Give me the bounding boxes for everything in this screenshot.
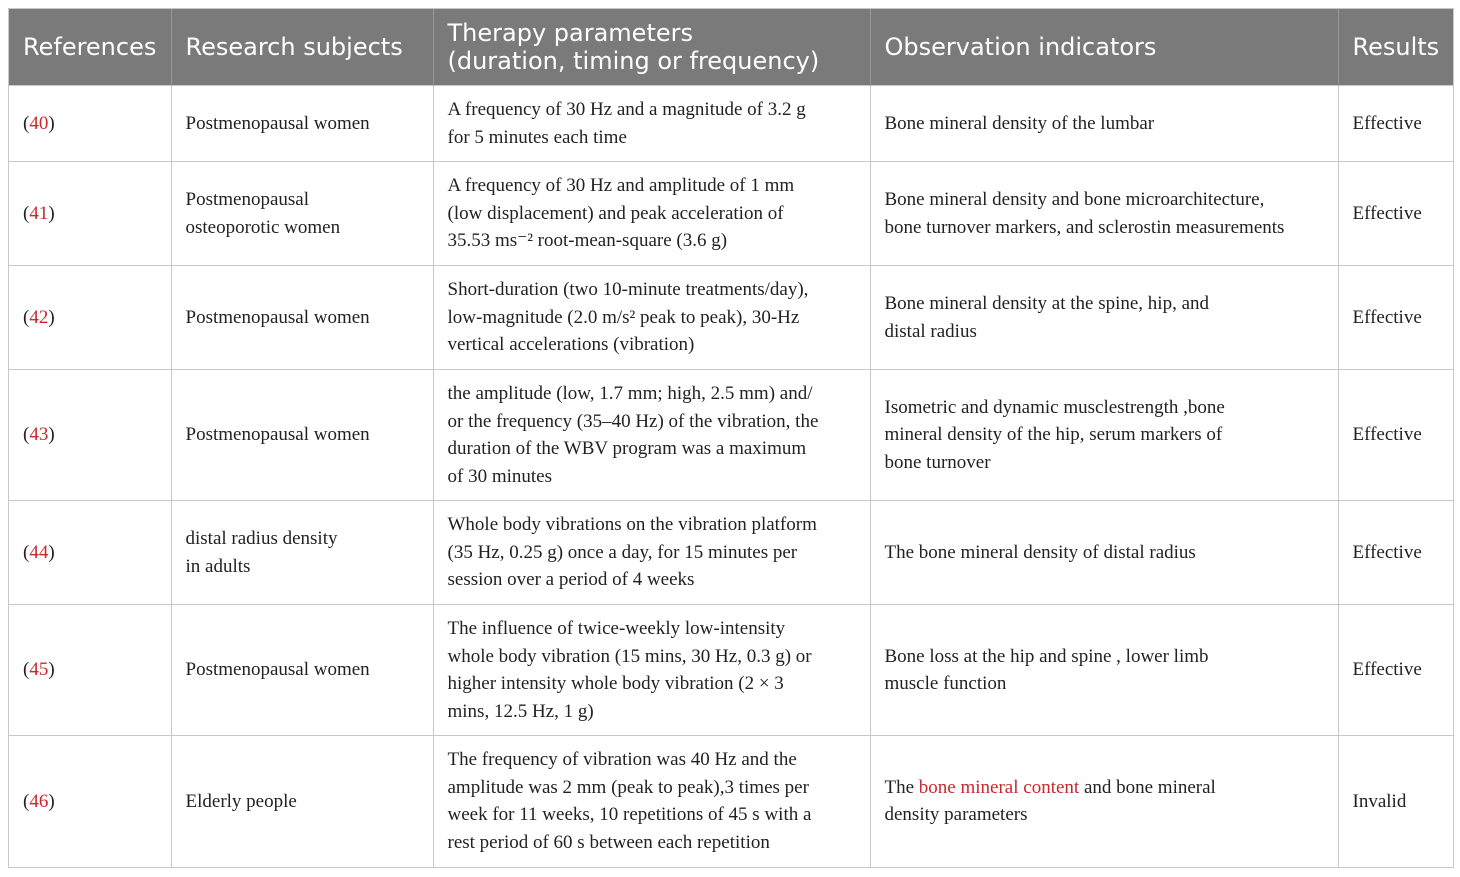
reference-link[interactable]: 41 — [29, 202, 49, 224]
table-row — [9, 370, 1453, 501]
result-cell: Effective — [1338, 370, 1453, 501]
table-row — [9, 605, 1453, 736]
table-row — [9, 266, 1453, 370]
result-cell: Invalid — [1338, 736, 1453, 867]
indicators-cell: Bone mineral density of the lumbar — [870, 86, 1338, 162]
therapy-cell: The influence of twice-weekly low-intensity whole body vibration (15 mins, 30 Hz, 0.3 g) or higher intensity whole body vibration (2 × 3 mins, 12.5 Hz, 1 g) — [433, 605, 870, 736]
reference-cell: (41) — [9, 162, 171, 266]
highlighted-term-link[interactable]: bone mineral content — [918, 776, 1080, 798]
therapy-cell: A frequency of 30 Hz and a magnitude of 3.2 g for 5 minutes each time — [433, 86, 870, 162]
result-cell: Effective — [1338, 605, 1453, 736]
reference-link[interactable]: 46 — [29, 790, 49, 812]
header-references: References — [9, 9, 171, 86]
reference-cell: (44) — [9, 501, 171, 605]
indicators-cell: Isometric and dynamic musclestrength ,bone mineral density of the hip, serum markers of bone turnover — [870, 370, 1338, 501]
reference-link[interactable]: 43 — [29, 424, 49, 446]
indicators-cell: Bone mineral density and bone microarchitecture, bone turnover markers, and sclerostin measurements — [870, 162, 1338, 266]
indicators-cell: The bone mineral content and bone mineral density parameters — [870, 736, 1338, 867]
header-therapy-parameters: Therapy parameters (duration, timing or frequency) — [433, 9, 870, 86]
subjects-cell: Postmenopausal women — [171, 266, 433, 370]
result-cell: Effective — [1338, 86, 1453, 162]
result-cell: Effective — [1338, 162, 1453, 266]
subjects-cell: distal radius density in adults — [171, 501, 433, 605]
reference-link[interactable]: 45 — [29, 659, 49, 681]
table-header — [9, 9, 1453, 86]
indicators-cell: Bone loss at the hip and spine , lower limb muscle function — [870, 605, 1338, 736]
subjects-cell: Postmenopausal women — [171, 370, 433, 501]
reference-link[interactable]: 40 — [29, 112, 49, 134]
table-row — [9, 86, 1453, 162]
therapy-cell: Short-duration (two 10-minute treatments/day), low-magnitude (2.0 m/s² peak to peak), 30-Hz vertical accelerations (vibration) — [433, 266, 870, 370]
result-cell: Effective — [1338, 501, 1453, 605]
table-row — [9, 736, 1453, 867]
indicators-cell: Bone mineral density at the spine, hip, and distal radius — [870, 266, 1338, 370]
subjects-cell: Postmenopausal women — [171, 86, 433, 162]
reference-cell: (42) — [9, 266, 171, 370]
reference-cell: (45) — [9, 605, 171, 736]
table-body — [9, 86, 1453, 867]
reference-cell: (40) — [9, 86, 171, 162]
reference-link[interactable]: 42 — [29, 306, 49, 328]
indicators-cell: The bone mineral density of distal radius — [870, 501, 1338, 605]
header-results: Results — [1338, 9, 1453, 86]
therapy-cell: The frequency of vibration was 40 Hz and the amplitude was 2 mm (peak to peak),3 times per week for 11 weeks, 10 repetitions of 45 s with a rest period of 60 s between each repetition — [433, 736, 870, 867]
references-table-container — [8, 8, 1454, 868]
therapy-cell: Whole body vibrations on the vibration platform (35 Hz, 0.25 g) once a day, for 15 minutes per session over a period of 4 weeks — [433, 501, 870, 605]
therapy-cell: the amplitude (low, 1.7 mm; high, 2.5 mm) and/ or the frequency (35–40 Hz) of the vibration, the duration of the WBV program was a maximum of 30 minutes — [433, 370, 870, 501]
subjects-cell: Postmenopausal women — [171, 605, 433, 736]
reference-cell: (43) — [9, 370, 171, 501]
reference-cell: (46) — [9, 736, 171, 867]
table-row — [9, 501, 1453, 605]
result-cell: Effective — [1338, 266, 1453, 370]
references-table — [9, 9, 1453, 867]
reference-link[interactable]: 44 — [29, 541, 49, 563]
therapy-cell: A frequency of 30 Hz and amplitude of 1 mm (low displacement) and peak acceleration of 35.53 ms⁻² root-mean-square (3.6 g) — [433, 162, 870, 266]
subjects-cell: Postmenopausal osteoporotic women — [171, 162, 433, 266]
header-row — [9, 9, 1453, 86]
header-observation-indicators: Observation indicators — [870, 9, 1338, 86]
header-research-subjects: Research subjects — [171, 9, 433, 86]
subjects-cell: Elderly people — [171, 736, 433, 867]
table-row — [9, 162, 1453, 266]
